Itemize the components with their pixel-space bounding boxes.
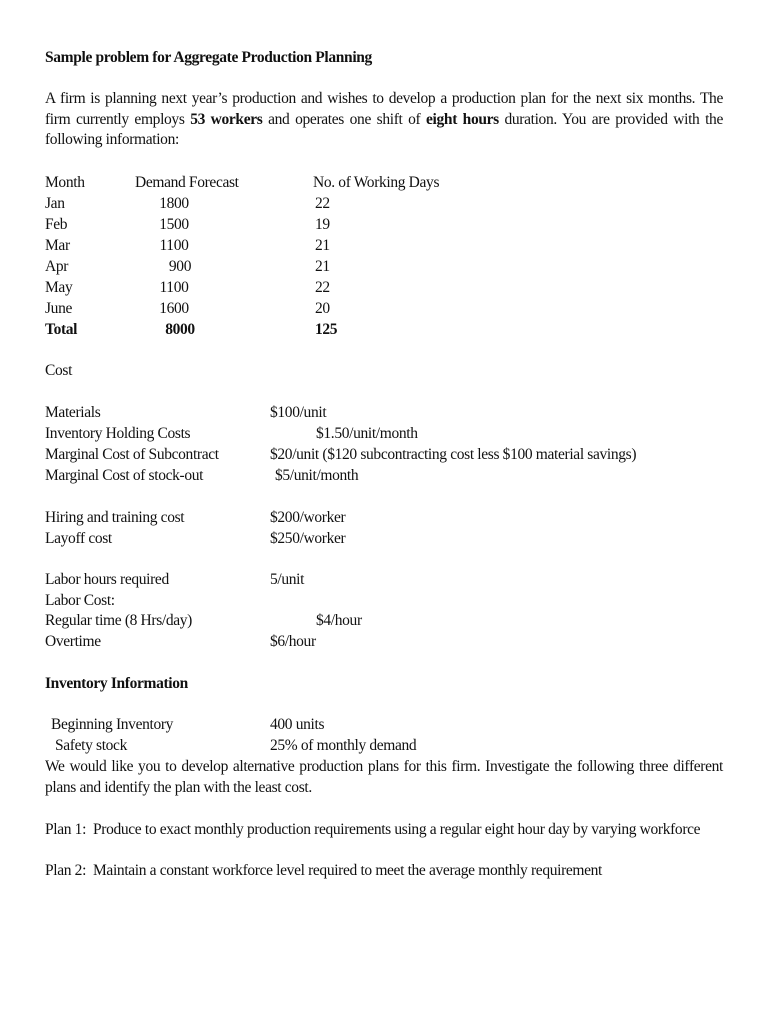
total-days: 125 (315, 321, 338, 338)
cell-month: Mar (45, 237, 70, 254)
intro-text-2: and operates one shift of (262, 110, 427, 128)
intro-hours-bold: eight hours (426, 110, 499, 128)
cell-demand: 1600 (159, 300, 189, 317)
list-item (0, 715, 768, 736)
inventory-value: 400 units (270, 716, 325, 733)
total-label: Total (45, 321, 78, 338)
cost-heading: Cost (45, 362, 73, 379)
cost-value: $250/worker (270, 530, 346, 547)
closing-paragraph: We would like you to develop alternative production plans for this firm. Investigate the following three different plans and identify the plan with the least cost. (45, 758, 723, 796)
cost-value: $5/unit/month (275, 467, 359, 484)
plan-text: Produce to exact monthly production requirements using a regular eight hour day by varying workforce (93, 821, 701, 838)
cost-label: Labor hours required (45, 571, 169, 588)
cost-value: $100/unit (270, 404, 327, 421)
cell-demand: 1500 (159, 216, 189, 233)
cell-days: 19 (315, 216, 330, 233)
table-row (0, 194, 768, 215)
cost-value: $1.50/unit/month (316, 425, 418, 442)
forecast-header-row (0, 173, 768, 194)
cost-value: 5/unit (270, 571, 305, 588)
intro-workers-bold: 53 workers (190, 110, 263, 128)
cell-month: May (45, 279, 73, 296)
header-month: Month (45, 174, 85, 191)
plan-label: Plan 1: (45, 821, 87, 838)
cost-label: Labor Cost: (45, 592, 115, 609)
forecast-total-row (0, 320, 768, 341)
cost-label: Hiring and training cost (45, 509, 185, 526)
cost-value: $6/hour (270, 633, 316, 650)
inventory-value: 25% of monthly demand (270, 737, 417, 754)
cost-label: Overtime (45, 633, 101, 650)
inventory-label: Beginning Inventory (51, 716, 174, 733)
table-row (0, 278, 768, 299)
list-item (0, 403, 768, 424)
total-demand: 8000 (165, 321, 195, 338)
intro-text-1: A firm is planning next year’s production and wishes to develop a production plan for the next six months. The firm currently employs (45, 90, 723, 128)
cost-label: Marginal Cost of Subcontract (45, 446, 219, 463)
list-item (0, 861, 768, 882)
cell-month: Jan (45, 195, 65, 212)
list-item (0, 820, 768, 841)
cost-label: Materials (45, 404, 101, 421)
cell-days: 22 (315, 195, 330, 212)
intro-paragraph (45, 89, 723, 151)
cell-days: 21 (315, 237, 330, 254)
header-days: No. of Working Days (313, 174, 440, 191)
cell-demand: 1100 (159, 279, 189, 296)
plan-text: Maintain a constant workforce level required to meet the average monthly requirement (93, 862, 603, 879)
list-item (0, 611, 768, 632)
list-item (0, 466, 768, 487)
table-row (0, 257, 768, 278)
cell-demand: 900 (168, 258, 192, 275)
table-row (0, 299, 768, 320)
document-title: Sample problem for Aggregate Production Planning (45, 49, 372, 66)
plan-label: Plan 2: (45, 862, 87, 879)
cell-days: 21 (315, 258, 330, 275)
cell-demand: 1800 (159, 195, 189, 212)
list-item (0, 424, 768, 445)
list-item (0, 591, 768, 612)
list-item (0, 529, 768, 550)
cost-label: Regular time (8 Hrs/day) (45, 612, 192, 629)
cell-month: Apr (45, 258, 69, 275)
list-item (0, 570, 768, 591)
cell-month: Feb (45, 216, 68, 233)
cost-value: $4/hour (316, 612, 362, 629)
list-item (0, 736, 768, 757)
intro-text-3: duration. You are provided with the following information: (45, 110, 723, 148)
table-row (0, 236, 768, 257)
list-item (0, 632, 768, 653)
list-item (0, 445, 768, 466)
cost-value: $200/worker (270, 509, 346, 526)
cell-demand: 1100 (159, 237, 189, 254)
cost-label: Marginal Cost of stock-out (45, 467, 204, 484)
cost-label: Layoff cost (45, 530, 112, 547)
cost-label: Inventory Holding Costs (45, 425, 191, 442)
table-row (0, 215, 768, 236)
inventory-heading: Inventory Information (45, 675, 188, 692)
header-demand: Demand Forecast (135, 174, 239, 191)
cost-value: $20/unit ($120 subcontracting cost less $100 material savings) (270, 446, 637, 463)
cell-month: June (45, 300, 73, 317)
list-item (0, 508, 768, 529)
inventory-label: Safety stock (55, 737, 127, 754)
cell-days: 22 (315, 279, 330, 296)
cell-days: 20 (315, 300, 330, 317)
